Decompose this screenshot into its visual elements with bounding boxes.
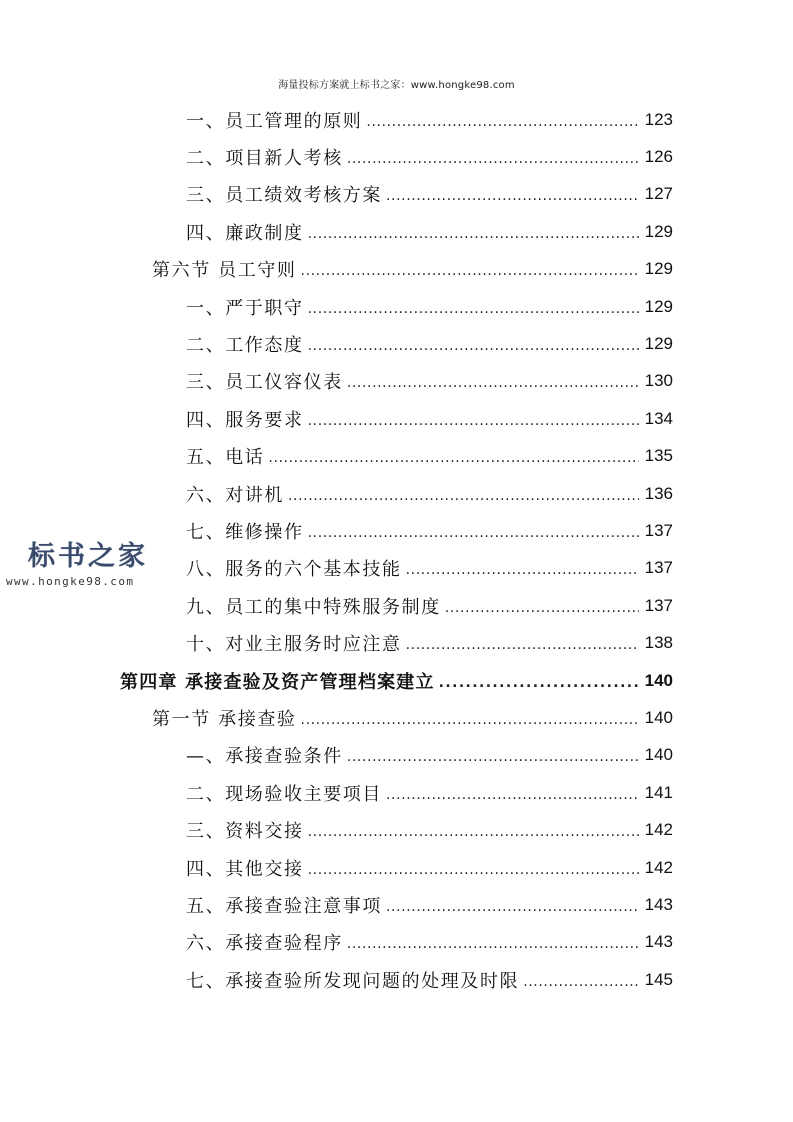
toc-entry-page: 130 bbox=[644, 371, 673, 391]
toc-leader-dots bbox=[366, 111, 639, 129]
toc-entry[interactable] bbox=[0, 288, 793, 325]
toc-entry[interactable] bbox=[0, 325, 793, 362]
toc-entry-label: 四、其他交接 bbox=[186, 858, 304, 880]
toc-entry-page: 137 bbox=[644, 558, 673, 578]
toc-entry-label: 九、员工的集中特殊服务制度 bbox=[186, 596, 441, 618]
toc-leader-dots bbox=[347, 148, 639, 166]
toc-entry-label: 十、对业主服务时应注意 bbox=[186, 634, 402, 656]
toc-entry-label: 七、维修操作 bbox=[186, 521, 304, 543]
toc-entry[interactable] bbox=[0, 438, 793, 475]
toc-entry-page: 140 bbox=[644, 745, 673, 765]
toc-entry-page: 135 bbox=[644, 446, 673, 466]
toc-entry-label: 第四章 承接查验及资产管理档案建立 bbox=[120, 671, 435, 693]
toc-leader-dots bbox=[406, 634, 639, 652]
toc-leader-dots bbox=[347, 746, 639, 764]
toc-entry[interactable] bbox=[0, 138, 793, 175]
toc-entry-page: 137 bbox=[644, 595, 673, 615]
toc-leader-dots bbox=[386, 896, 639, 914]
toc-entry-label: 六、承接查验程序 bbox=[186, 933, 343, 955]
toc-entry-label: 五、承接查验注意事项 bbox=[186, 895, 382, 917]
toc-entry-page: 143 bbox=[644, 894, 673, 914]
page-header: 海量投标方案就上标书之家：www.hongke98.com bbox=[278, 80, 515, 91]
toc-leader-dots bbox=[308, 223, 639, 241]
toc-entry[interactable] bbox=[0, 924, 793, 961]
toc-entry-page: 126 bbox=[644, 147, 673, 167]
toc-entry[interactable] bbox=[0, 176, 793, 213]
toc-entry[interactable] bbox=[0, 737, 793, 774]
toc-leader-dots bbox=[308, 335, 639, 353]
toc-entry-label: 一、严于职守 bbox=[186, 297, 304, 319]
toc-leader-dots bbox=[445, 597, 639, 615]
watermark-url: www.hongke98.com bbox=[6, 575, 135, 588]
toc-entry-page: 143 bbox=[644, 932, 673, 952]
toc-leader-dots bbox=[386, 185, 639, 203]
toc-leader-dots bbox=[308, 298, 639, 316]
toc-leader-dots bbox=[439, 672, 639, 690]
toc-entry[interactable] bbox=[0, 662, 793, 699]
toc-leader-dots bbox=[386, 784, 639, 802]
toc-entry-label: 五、电话 bbox=[186, 447, 265, 469]
toc-entry[interactable] bbox=[0, 811, 793, 848]
toc-entry[interactable] bbox=[0, 961, 793, 998]
toc-entry-label: —、承接查验条件 bbox=[186, 746, 343, 768]
toc-entry-label: 四、廉政制度 bbox=[186, 222, 304, 244]
toc-entry-page: 136 bbox=[644, 483, 673, 503]
toc-entry[interactable] bbox=[0, 849, 793, 886]
toc-leader-dots bbox=[268, 447, 639, 465]
toc-entry-page: 129 bbox=[644, 296, 673, 316]
toc-entry[interactable] bbox=[0, 400, 793, 437]
toc-entry-label: 第六节 员工守则 bbox=[152, 260, 297, 282]
toc-leader-dots bbox=[308, 410, 639, 428]
toc-entry-page: 129 bbox=[644, 259, 673, 279]
toc-entry-label: 二、现场验收主要项目 bbox=[186, 783, 382, 805]
toc-entry-page: 127 bbox=[644, 184, 673, 204]
toc-entry-page: 140 bbox=[644, 707, 673, 727]
toc-entry-label: 三、资料交接 bbox=[186, 821, 304, 843]
toc-leader-dots bbox=[308, 859, 639, 877]
toc-leader-dots bbox=[301, 260, 639, 278]
toc-entry-label: 八、服务的六个基本技能 bbox=[186, 559, 402, 581]
toc-entry[interactable] bbox=[0, 475, 793, 512]
toc-entry[interactable] bbox=[0, 624, 793, 661]
toc-leader-dots bbox=[347, 933, 639, 951]
toc-entry-label: 二、项目新人考核 bbox=[186, 148, 343, 170]
toc-entry-page: 123 bbox=[644, 109, 673, 129]
toc-entry-page: 141 bbox=[644, 782, 673, 802]
toc-entry-label: 四、服务要求 bbox=[186, 409, 304, 431]
toc-entry-page: 134 bbox=[644, 408, 673, 428]
toc-entry-label: 三、员工仪容仪表 bbox=[186, 372, 343, 394]
toc-entry-page: 142 bbox=[644, 857, 673, 877]
toc-leader-dots bbox=[523, 971, 639, 989]
toc-leader-dots bbox=[308, 522, 639, 540]
watermark-title: 标书之家 bbox=[28, 541, 148, 572]
toc-entry[interactable] bbox=[0, 213, 793, 250]
toc-entry-page: 142 bbox=[644, 820, 673, 840]
toc-entry-page: 129 bbox=[644, 221, 673, 241]
toc-entry-label: 一、员工管理的原则 bbox=[186, 110, 363, 132]
toc-entry[interactable] bbox=[0, 101, 793, 138]
watermark-logo bbox=[6, 534, 166, 588]
toc-leader-dots bbox=[288, 485, 639, 503]
toc-entry-page: 137 bbox=[644, 520, 673, 540]
toc-leader-dots bbox=[347, 372, 639, 390]
toc-entry-label: 三、员工绩效考核方案 bbox=[186, 185, 382, 207]
toc-entry-page: 140 bbox=[644, 670, 673, 690]
toc-entry[interactable] bbox=[0, 774, 793, 811]
toc-leader-dots bbox=[301, 709, 639, 727]
toc-entry-label: 第一节 承接查验 bbox=[152, 708, 297, 730]
toc-leader-dots bbox=[406, 559, 639, 577]
toc-entry-label: 六、对讲机 bbox=[186, 484, 284, 506]
toc-entry-label: 七、承接查验所发现问题的处理及时限 bbox=[186, 970, 520, 992]
toc-entry[interactable] bbox=[0, 699, 793, 736]
toc-entry-page: 145 bbox=[644, 969, 673, 989]
toc-entry[interactable] bbox=[0, 886, 793, 923]
toc-entry-page: 129 bbox=[644, 334, 673, 354]
toc-entry[interactable] bbox=[0, 587, 793, 624]
toc-entry[interactable] bbox=[0, 251, 793, 288]
toc-entry-label: 二、工作态度 bbox=[186, 335, 304, 357]
toc-leader-dots bbox=[308, 821, 639, 839]
toc-entry-page: 138 bbox=[644, 633, 673, 653]
toc-entry[interactable] bbox=[0, 363, 793, 400]
